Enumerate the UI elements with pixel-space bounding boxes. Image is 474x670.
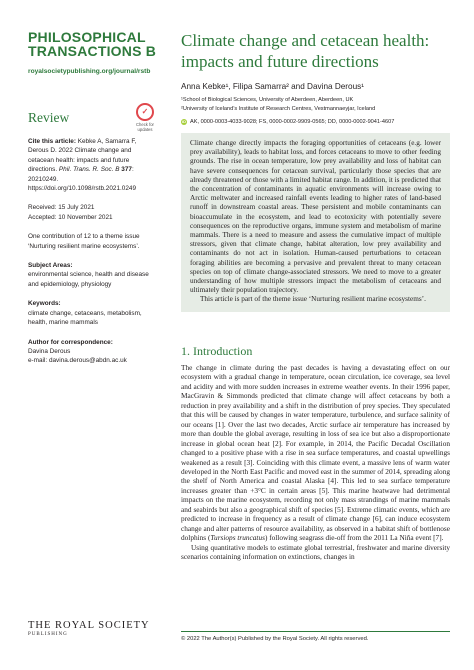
- authors: Anna Kebke¹, Filipa Samarra² and Davina Derous¹: [181, 82, 364, 91]
- article-body: [181, 363, 450, 562]
- check-updates-icon: ✓: [136, 103, 154, 121]
- dates: [28, 203, 158, 222]
- publisher-sub: PUBLISHING: [28, 632, 68, 637]
- corr-label: Author for correspondence:: [28, 338, 113, 346]
- section-label: Review: [28, 110, 70, 125]
- accepted-date: Accepted: 10 November 2021: [28, 213, 113, 221]
- article-header: [181, 30, 450, 312]
- journal-name-line1: PHILOSOPHICAL: [28, 29, 146, 45]
- cite-journal: Phil. Trans. R. Soc. B: [58, 166, 122, 174]
- body-paragraph-1: [181, 363, 450, 543]
- orcid-line: [181, 119, 450, 125]
- keywords-text: climate change, cetaceans, metabolism, health, marine mammals: [28, 309, 142, 327]
- badge-text-line2: updates: [137, 127, 153, 132]
- keywords-label: Keywords:: [28, 300, 61, 308]
- cite-rest[interactable]: : 20210249. https://doi.org/10.1098/rstb.2021.0249: [28, 166, 137, 193]
- abstract-box: [181, 133, 450, 312]
- orcid-icon: iD: [182, 119, 186, 124]
- publisher-name: THE ROYAL SOCIETY: [28, 620, 150, 631]
- abstract-theme-note: This article is part of the theme issue ‘Nurturing resilient marine ecosystems’.: [200, 295, 426, 304]
- cite-text: Kebke A, Samarra F, Derous D. 2022 Climate change and cetacean health: impacts and future directions.: [28, 138, 137, 174]
- abstract-text: Climate change directly impacts the foraging opportunities of cetaceans (e.g. lower prey availability), leads to habitat loss, and forces cetaceans to move to other feeding grounds. The rise in ocean temperature, low prey availability and loss of habitat can have severe consequences for cetacean survival, particularly those species that are already threatened or those with a limited habitat range. In addition, it is predicted that the concentration of contaminants in aquatic environments will increase owing to Arctic meltwater and increased rainfall events leading to higher rates of land-based runoff in downstream coastal areas. These persistent and mobile contaminants can bioaccumulate in the ecosystem, and lead to ecotoxicity with potentially severe consequences on the reproductive organs, immune system and metabolism of marine mammals. There is a need to measure and assess the cumulative impact of multiple stressors, given that climate change, habitat alteration, low prey availability and contaminants do not act in isolation. Human-caused perturbations to cetacean foraging abilities are becoming a pervasive and prevalent threat to many cetacean species on top of climate change-associated stressors. We need to move to a greater understanding of how multiple stressors impact the metabolism of cetaceans and ultimately their population trajectory.: [190, 139, 441, 295]
- subject-label: Subject Areas:: [28, 262, 73, 270]
- affiliation-2: ²University of Iceland’s Institute of Research Centres, Vestmannaeyjar, Iceland: [181, 105, 376, 112]
- introduction-heading: 1. Introduction: [181, 344, 253, 358]
- article-title: Climate change and cetacean health: impacts and future directions: [181, 31, 430, 71]
- section-row: [28, 109, 158, 133]
- sidebar: [28, 30, 158, 366]
- body-paragraph-2: Using quantitative models to estimate global terrestrial, freshwater and marine diversity scenarios containing information on extinctions, changes in: [181, 542, 450, 562]
- correspondence: [28, 338, 158, 366]
- royal-society-logo: [28, 620, 150, 637]
- badge-text: [132, 122, 158, 132]
- subject-text: environmental science, health and disease and epidemiology, physiology: [28, 271, 149, 288]
- check-for-updates-badge[interactable]: [132, 103, 158, 132]
- cite-label: Cite this article:: [28, 138, 76, 145]
- body-p1-end: ) following seagrass die-off from the 2011 La Niña event [7].: [264, 533, 444, 543]
- citation: [28, 137, 158, 193]
- affiliation-1: ¹School of Biological Sciences, University of Aberdeen, Aberdeen, UK: [181, 97, 354, 103]
- body-p1-text: The change in climate during the past decades is having a devastating effect on our ecosystem with a gradual change in temperature, ocean circulation, ice coverage, sea level and acidity and with more sudden increases in extreme weather events. In their 1996 paper, MacGravin & Simmonds predicted that climate change will affect cetaceans by both a reduction in prey availability and a shift in the distribution of prey species. They speculated that this will be caused by changes in water temperature, turbulence, and surface salinity of our oceans [1]. Over the last two decades, Arctic surface air temperature has increased by more than double the global average, resulting in loss of sea ice but also a disproportionate increase in global ocean heat [2]. For example, in 2014, the Pacific Decadal Oscillation changed to a positive phase with a rise in sea surface temperatures, and coastal upwellings weakened as a result [3]. Coinciding with this climate event, a massive lens of warm water developed in the North East Pacific and moved east in the summer of 2014, spreading along the shelf of North America and coastal Alaska [4]. This led to sea surface temperature increases greater than +3°C in certain areas [5]. This marine heatwave had detrimental impacts on the marine ecosystem, recording not only mass strandings of marine mammals and seabirds but also a geographical shift of species [5]. Extreme climatic events, which are predicted to increase in frequency as a result of climate change [6], can induce ecosystem change and alter patterns of resource availability, as observed in a habitat shift of bottlenose dolphins (: [181, 363, 450, 543]
- journal-name-line2: TRANSACTIONS B: [28, 43, 157, 59]
- journal-name: [28, 30, 158, 58]
- received-date: Received: 15 July 2021: [28, 204, 95, 212]
- journal-url[interactable]: royalsocietypublishing.org/journal/rstb: [28, 68, 151, 75]
- orcid-ids[interactable]: AK, 0000-0003-4033-9028; FS, 0000-0002-9909-0565; DD, 0000-0002-9041-4607: [190, 119, 395, 125]
- keywords: [28, 299, 158, 327]
- badge-text-line1: Check for: [136, 122, 154, 127]
- cite-volume: 377: [121, 166, 132, 174]
- subject-areas: [28, 261, 158, 289]
- species-name: Tursiops truncatus: [210, 533, 265, 543]
- theme-issue-note: One contribution of 12 to a theme issue ‘Nurturing resilient marine ecosystems’.: [28, 233, 140, 250]
- corr-name: Davina Derous: [28, 347, 71, 355]
- copyright-notice: © 2022 The Author(s) Published by the Royal Society. All rights reserved.: [181, 631, 450, 642]
- affiliations: [181, 96, 450, 113]
- corr-email[interactable]: e-mail: davina.derous@abdn.ac.uk: [28, 357, 127, 365]
